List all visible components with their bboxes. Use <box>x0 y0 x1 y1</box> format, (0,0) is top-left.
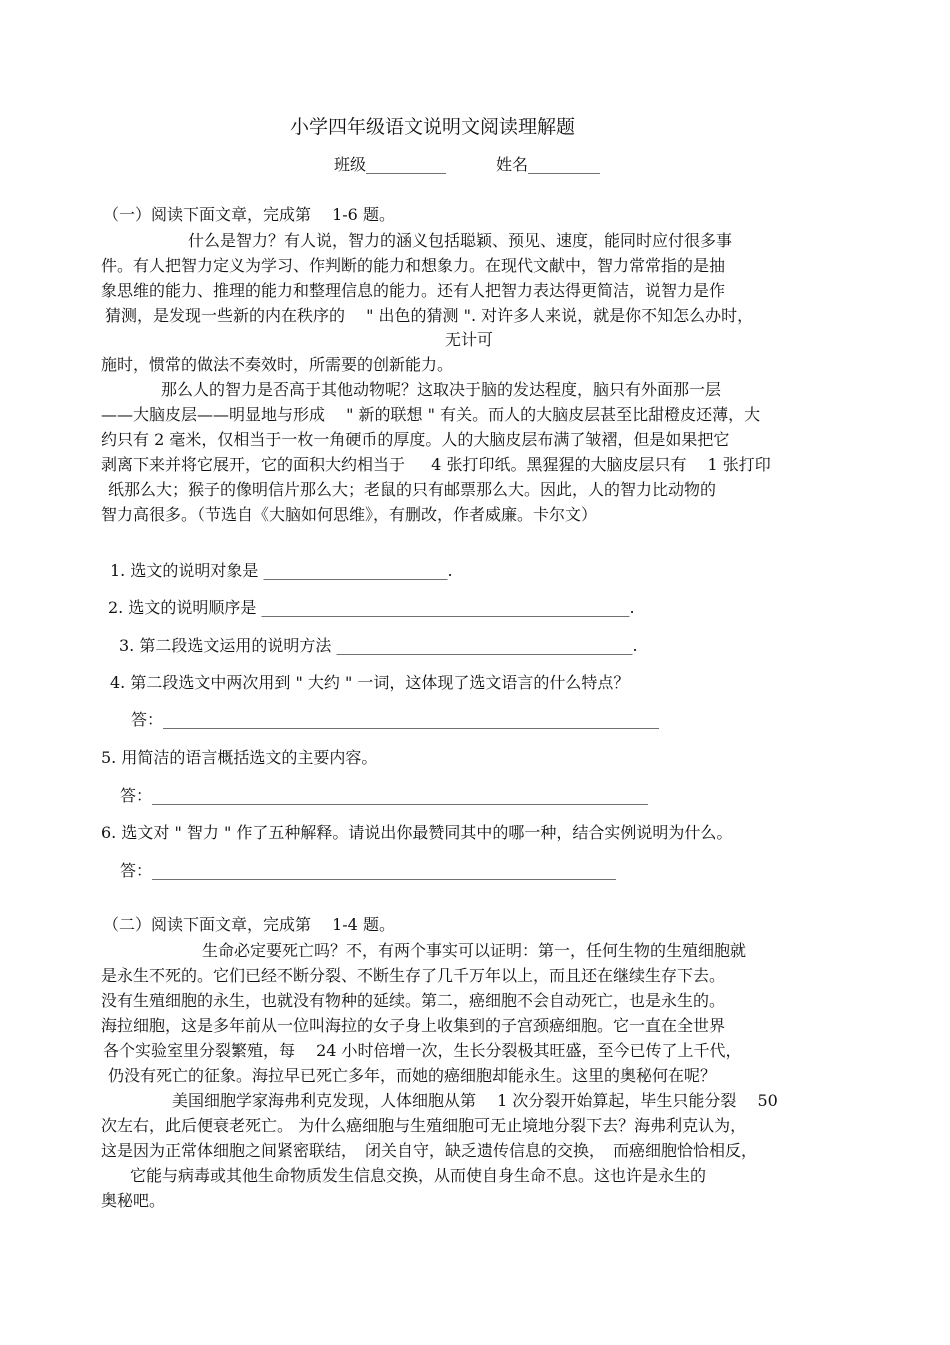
passage-2-line: 没有生殖细胞的永生，也就没有物种的延续。第二，癌细胞不会自动死亡，也是永生的。 <box>101 991 726 1010</box>
passage-2-line: 仍没有死亡的征象。海拉早已死亡多年，而她的癌细胞却能永生。这里的奥秘何在呢？ <box>108 1066 717 1085</box>
passage-1-line: 纸那么大；猴子的像明信片那么大；老鼠的只有邮票那么大。因此，人的智力比动物的 <box>108 480 717 499</box>
passage-2-line: 生命必定要死亡吗？不，有两个事实可以证明：第一，任何生物的生殖细胞就 <box>202 941 747 960</box>
passage-1-line: 智力高很多。（节选自《大脑如何思维》，有删改，作者威廉。卡尔文） <box>101 505 598 524</box>
passage-1-line: 剥离下来并将它展开，它的面积大约相当于 4 张打印纸。黑猩猩的大脑皮层只有 1 张打印 <box>101 455 771 474</box>
question-1: 1. 选文的说明对象是 _______________________. <box>110 561 453 580</box>
answer-line-4: 答：______________________________________________________________ <box>131 710 660 729</box>
question-6: 6. 选文对 " 智力 " 作了五种解释。请说出你最赞同其中的哪一种，结合实例说明为什么。 <box>101 823 733 842</box>
answer-line-5: 答：______________________________________________________________ <box>120 786 649 805</box>
passage-1-line: 约只有 2 毫米，仅相当于一枚一角硬币的厚度。人的大脑皮层布满了皱褶，但是如果把它 <box>101 430 730 449</box>
passage-1-line: ——大脑皮层——明显地与形成 " 新的联想 " 有关。而人的大脑皮层甚至比甜橙皮还薄，大 <box>101 405 761 424</box>
passage-1-line: 那么人的智力是否高于其他动物呢？这取决于脑的发达程度，脑只有外面那一层 <box>161 380 722 399</box>
question-4: 4. 第二段选文中两次用到 " 大约 " 一词，这体现了选文语言的什么特点？ <box>110 673 630 692</box>
passage-1-line: 无计可 <box>445 330 494 349</box>
question-2: 2. 选文的说明顺序是 ______________________________________________. <box>108 598 635 617</box>
section-heading-1: （一）阅读下面文章，完成第 1-6 题。 <box>103 205 395 224</box>
passage-2-line: 美国细胞学家海弗利克发现，人体细胞从第 1 次分裂开始算起，毕生只能分裂 50 <box>172 1091 778 1110</box>
passage-1-line: 什么是智力？有人说，智力的涵义包括聪颖、预见、速度，能同时应付很多事 <box>188 231 733 250</box>
question-5: 5. 用简洁的语言概括选文的主要内容。 <box>101 748 378 767</box>
passage-1-line: 猜测，是发现一些新的内在秩序的 " 出色的猜测 ". 对许多人来说，就是你不知怎么办时， <box>105 306 754 325</box>
passage-2-line: 奥秘吧。 <box>101 1191 166 1210</box>
passage-2-line: 这是因为正常体细胞之间紧密联结， 闭关自守，缺乏遗传信息的交换， 而癌细胞恰恰相反， <box>101 1141 758 1160</box>
page-title: 小学四年级语文说明文阅读理解题 <box>290 116 576 138</box>
passage-2-line: 它能与病毒或其他生命物质发生信息交换，从而使自身生命不息。这也许是永生的 <box>130 1166 707 1185</box>
passage-1-line: 施时，惯常的做法不奏效时，所需要的创新能力。 <box>101 355 454 374</box>
passage-1-line: 件。有人把智力定义为学习、作判断的能力和想象力。在现代文献中，智力常常指的是抽 <box>101 256 726 275</box>
passage-1-line: 象思维的能力、推理的能力和整理信息的能力。还有人把智力表达得更简洁，说智力是作 <box>101 281 726 300</box>
passage-2-line: 各个实验室里分裂繁殖，每 24 小时倍增一次，生长分裂极其旺盛，至今已传了上千代， <box>103 1041 742 1060</box>
passage-2-line: 海拉细胞，这是多年前从一位叫海拉的女子身上收集到的子宫颈癌细胞。它一直在全世界 <box>101 1016 726 1035</box>
answer-line-6: 答：__________________________________________________________ <box>120 861 617 880</box>
passage-2-line: 是永生不死的。它们已经不断分裂、不断生存了几千万年以上，而且还在继续生存下去。 <box>101 966 726 985</box>
question-3: 3. 第二段选文运用的说明方法 _____________________________________. <box>119 636 638 655</box>
class-field: 班级__________ <box>334 155 447 174</box>
passage-2-line: 次左右，此后便衰老死亡。 为什么癌细胞与生殖细胞可无止境地分裂下去？海弗利克认为， <box>101 1116 747 1135</box>
name-field: 姓名_________ <box>496 155 601 174</box>
section-heading-2: （二）阅读下面文章，完成第 1-4 题。 <box>103 915 395 934</box>
